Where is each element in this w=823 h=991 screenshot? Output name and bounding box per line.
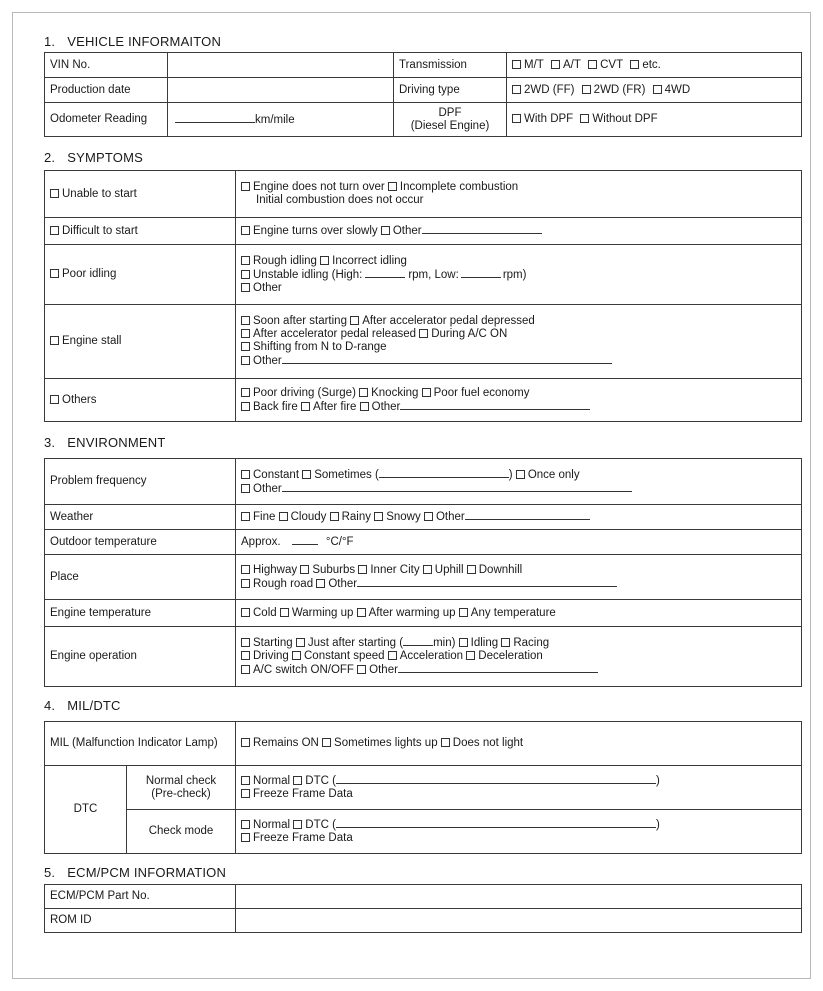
symptom-details	[236, 379, 802, 422]
outdoor-temperature-field	[236, 530, 802, 555]
table-row	[45, 810, 802, 854]
checkbox-icon[interactable]	[50, 269, 59, 278]
table-row	[45, 722, 802, 766]
option[interactable]	[512, 59, 544, 71]
option-label: Other	[392, 225, 422, 237]
checkbox-icon[interactable]	[241, 402, 250, 411]
option[interactable]	[551, 59, 581, 71]
dpf-label-line: (Diesel Engine)	[410, 119, 490, 132]
option-label: )	[508, 468, 513, 481]
checkbox-icon[interactable]	[467, 565, 476, 574]
option-label: Unstable idling (High:	[253, 268, 363, 281]
checkbox-icon[interactable]	[241, 776, 250, 785]
option-label: Constant speed	[304, 650, 385, 662]
checkbox-icon[interactable]	[241, 738, 250, 747]
normal-check-options	[236, 766, 802, 810]
detail-line	[241, 636, 796, 650]
checkbox-icon[interactable]	[241, 182, 250, 191]
engine-temperature-label: Engine temperature	[45, 600, 236, 627]
option-label: Starting	[253, 637, 293, 649]
transmission-label: Transmission	[394, 53, 507, 78]
section-heading: ECM/PCM INFORMATION	[67, 865, 227, 880]
checkbox-icon[interactable]	[512, 114, 521, 123]
symptom-details	[236, 171, 802, 218]
table-row	[45, 555, 802, 600]
checkbox-icon[interactable]	[241, 226, 250, 235]
option-label: Shifting from N to D-range	[253, 341, 387, 353]
driving-type-options	[507, 78, 802, 103]
detail-line	[241, 354, 796, 368]
blank-line[interactable]	[461, 268, 501, 278]
option-label: 4WD	[664, 83, 691, 96]
table-row	[45, 766, 802, 810]
option-label: min)	[433, 637, 456, 649]
checkbox-icon[interactable]	[241, 833, 250, 842]
option-label: After warming up	[368, 606, 456, 619]
symptom-label[interactable]	[45, 218, 236, 245]
checkbox-icon[interactable]	[360, 402, 369, 411]
vin-label: VIN No.	[45, 53, 168, 78]
option-label: Does not light	[452, 737, 524, 749]
table-row	[45, 305, 802, 379]
table-row	[45, 218, 802, 245]
section-5-title	[44, 866, 802, 880]
option-label: Downhill	[478, 563, 523, 576]
checkbox-icon[interactable]	[422, 388, 431, 397]
checkbox-icon[interactable]	[320, 256, 329, 265]
checkbox-icon[interactable]	[512, 60, 521, 69]
environment-table	[44, 458, 802, 687]
option-label: Normal	[253, 819, 291, 831]
option-label: 2WD (FR)	[593, 83, 646, 96]
option-label: DTC (	[305, 819, 336, 831]
checkbox-icon[interactable]	[551, 60, 560, 69]
checkbox-icon[interactable]	[588, 60, 597, 69]
blank-line[interactable]	[400, 400, 590, 410]
detail-line	[241, 818, 796, 832]
blank-line[interactable]	[357, 577, 617, 587]
checkbox-icon[interactable]	[466, 651, 475, 660]
checkbox-icon[interactable]	[388, 182, 397, 191]
section-heading: ENVIRONMENT	[67, 435, 166, 450]
blank-line[interactable]	[403, 636, 433, 646]
engine-operation-label: Engine operation	[45, 627, 236, 687]
option-label: Highway	[253, 563, 298, 576]
table-row	[45, 530, 802, 555]
option-label: Fine	[253, 511, 276, 523]
checkbox-icon[interactable]	[653, 85, 662, 94]
option-label: After accelerator pedal released	[253, 328, 417, 340]
option-label: Remains ON	[253, 737, 319, 749]
option-label: DTC (	[305, 775, 336, 787]
option-label: Other	[371, 400, 401, 413]
option-label: Initial combustion does not occur	[256, 194, 424, 206]
option-label: Normal	[253, 775, 291, 787]
section-number: 5.	[44, 865, 56, 880]
option-label: etc.	[642, 58, 661, 71]
checkbox-icon[interactable]	[241, 388, 250, 397]
option-label: Freeze Frame Data	[253, 832, 353, 844]
dpf-options	[507, 103, 802, 137]
unit-label: °C/°F	[325, 536, 354, 548]
section-1-title	[44, 35, 802, 49]
detail-line	[241, 268, 796, 282]
production-date-label: Production date	[45, 78, 168, 103]
checkbox-icon[interactable]	[241, 565, 250, 574]
place-options	[236, 555, 802, 600]
option-label: Warming up	[291, 606, 354, 619]
table-row	[45, 459, 802, 505]
option-label: Cloudy	[290, 511, 327, 523]
vin-field[interactable]	[168, 53, 394, 78]
detail-line	[241, 564, 796, 577]
option[interactable]	[653, 84, 691, 96]
rom-id-field[interactable]	[236, 909, 802, 933]
checkbox-icon[interactable]	[582, 85, 591, 94]
detail-line	[241, 282, 796, 295]
option-label: Other	[369, 664, 398, 676]
checkbox-icon[interactable]	[302, 470, 311, 479]
problem-frequency-options	[236, 459, 802, 505]
option-label: Constant	[253, 468, 300, 481]
checkbox-icon[interactable]	[241, 256, 250, 265]
option-label: Poor driving (Surge)	[253, 386, 356, 399]
option-label: Engine turns over slowly	[253, 225, 378, 237]
option-label: Other	[328, 577, 358, 590]
driving-type-label: Driving type	[394, 78, 507, 103]
ecm-pcm-table	[44, 884, 802, 933]
option-label: After accelerator pedal depressed	[362, 315, 535, 327]
checkbox-icon[interactable]	[300, 565, 309, 574]
checkbox-icon[interactable]	[241, 651, 250, 660]
option-label: A/C switch ON/OFF	[253, 664, 354, 676]
section-number: 2.	[44, 150, 56, 165]
checkbox-icon[interactable]	[241, 638, 250, 647]
checkbox-icon[interactable]	[359, 388, 368, 397]
blank-line[interactable]	[422, 224, 542, 234]
checkbox-icon[interactable]	[374, 512, 383, 521]
detail-line	[241, 663, 796, 677]
symptom-details	[236, 305, 802, 379]
detail-line	[241, 315, 796, 328]
checkbox-icon[interactable]	[241, 356, 250, 365]
option-label: Other	[253, 355, 282, 367]
section-heading: SYMPTOMS	[67, 150, 144, 165]
option-label: Rough idling	[253, 254, 317, 267]
part-number-field[interactable]	[236, 885, 802, 909]
checkbox-icon[interactable]	[358, 565, 367, 574]
symptom-label-text: Unable to start	[62, 187, 137, 200]
checkbox-icon[interactable]	[424, 512, 433, 521]
blank-line[interactable]	[292, 535, 318, 545]
engine-temperature-options	[236, 600, 802, 627]
option-label: Idling	[470, 637, 499, 649]
detail-line	[241, 341, 796, 354]
option-label: Back fire	[253, 400, 298, 413]
check-mode-options	[236, 810, 802, 854]
blank-line[interactable]	[465, 510, 590, 520]
blank-line[interactable]	[365, 268, 405, 278]
option-label: Once only	[527, 468, 580, 481]
symptom-label-text: Engine stall	[62, 335, 122, 347]
form-sheet	[12, 12, 811, 979]
option-label: Suburbs	[312, 563, 356, 576]
option-label: Acceleration	[399, 650, 464, 662]
option-label: Freeze Frame Data	[253, 788, 353, 800]
odometer-field[interactable]	[168, 103, 394, 137]
blank-line[interactable]	[175, 113, 255, 123]
option-label: Knocking	[371, 386, 419, 399]
checkbox-icon[interactable]	[512, 85, 521, 94]
vehicle-info-table	[44, 52, 802, 137]
symptom-label[interactable]	[45, 305, 236, 379]
table-row	[45, 505, 802, 530]
detail-line	[241, 774, 796, 788]
check-mode-label: Check mode	[127, 810, 236, 854]
option-label: Approx.	[241, 536, 281, 548]
option[interactable]	[512, 84, 574, 96]
symptom-label[interactable]	[45, 245, 236, 305]
section-2-title	[44, 151, 802, 165]
detail-line	[241, 650, 796, 663]
option[interactable]	[512, 113, 573, 125]
option-label: Just after starting (	[307, 637, 404, 649]
checkbox-icon[interactable]	[419, 329, 428, 338]
option[interactable]	[630, 59, 661, 71]
table-row	[45, 53, 802, 78]
option-label: )	[655, 819, 660, 831]
option-label: After fire	[312, 400, 357, 413]
outdoor-temperature-label: Outdoor temperature	[45, 530, 236, 555]
checkbox-icon[interactable]	[580, 114, 589, 123]
detail-line	[241, 832, 796, 845]
option-label: Snowy	[386, 511, 421, 523]
option[interactable]	[580, 113, 657, 125]
dtc-label: DTC	[45, 766, 127, 854]
blank-line[interactable]	[336, 818, 656, 828]
checkbox-icon[interactable]	[241, 608, 250, 617]
checkbox-icon[interactable]	[516, 470, 525, 479]
mil-dtc-table	[44, 721, 802, 854]
option-label: Other	[253, 281, 282, 294]
part-number-label: ECM/PCM Part No.	[45, 885, 236, 909]
section-number: 4.	[44, 698, 56, 713]
blank-line[interactable]	[336, 774, 656, 784]
odometer-label: Odometer Reading	[45, 103, 168, 137]
blank-line[interactable]	[282, 482, 632, 492]
checkbox-icon[interactable]	[350, 316, 359, 325]
option-label: Sometimes lights up	[334, 737, 438, 749]
detail-line	[241, 468, 796, 482]
checkbox-icon[interactable]	[322, 738, 331, 747]
option-label: Incomplete combustion	[399, 181, 519, 193]
section-4-title	[44, 699, 802, 713]
blank-line[interactable]	[282, 354, 612, 364]
checkbox-icon[interactable]	[316, 579, 325, 588]
place-label: Place	[45, 555, 236, 600]
table-row	[45, 78, 802, 103]
checkbox-icon[interactable]	[501, 638, 510, 647]
symptom-label[interactable]	[45, 379, 236, 422]
option-label: Driving	[253, 650, 289, 662]
symptom-label-text: Poor idling	[62, 268, 117, 280]
detail-line	[241, 387, 796, 400]
problem-frequency-label: Problem frequency	[45, 459, 236, 505]
checkbox-icon[interactable]	[50, 336, 59, 345]
blank-line[interactable]	[379, 468, 509, 478]
engine-operation-options	[236, 627, 802, 687]
symptoms-table	[44, 170, 802, 422]
checkbox-icon[interactable]	[280, 608, 289, 617]
checkbox-icon[interactable]	[241, 665, 250, 674]
option-label: Without DPF	[592, 113, 658, 125]
production-date-field[interactable]	[168, 78, 394, 103]
checkbox-icon[interactable]	[330, 512, 339, 521]
option-label: During A/C ON	[431, 328, 508, 340]
option-label: Sometimes (	[314, 468, 379, 481]
option-label: Other	[253, 482, 282, 495]
section-heading: VEHICLE INFORMAITON	[67, 34, 222, 49]
checkbox-icon[interactable]	[293, 820, 302, 829]
option-label: Engine does not turn over	[253, 181, 385, 193]
table-row	[45, 627, 802, 687]
normal-check-label: Normal check (Pre-check)	[127, 766, 236, 810]
checkbox-icon[interactable]	[459, 608, 468, 617]
section-number: 1.	[44, 34, 56, 49]
checkbox-icon[interactable]	[296, 638, 305, 647]
option-label: Incorrect idling	[332, 254, 407, 267]
checkbox-icon[interactable]	[388, 651, 397, 660]
detail-line	[241, 255, 796, 268]
symptom-label-text: Difficult to start	[62, 224, 138, 237]
checkbox-icon[interactable]	[459, 638, 468, 647]
checkbox-icon[interactable]	[50, 189, 59, 198]
mil-label: MIL (Malfunction Indicator Lamp)	[45, 722, 236, 766]
checkbox-icon[interactable]	[241, 329, 250, 338]
odometer-unit: km/mile	[255, 113, 295, 126]
section-3-title	[44, 436, 802, 450]
symptom-details	[236, 245, 802, 305]
detail-line	[241, 788, 796, 801]
option-label: 2WD (FF)	[524, 83, 575, 96]
option[interactable]	[588, 59, 623, 71]
option-label: Cold	[253, 606, 277, 619]
checkbox-icon[interactable]	[241, 789, 250, 798]
table-row	[45, 600, 802, 627]
detail-line	[241, 328, 796, 341]
rom-id-label: ROM ID	[45, 909, 236, 933]
option[interactable]	[582, 84, 646, 96]
option-label: Racing	[513, 637, 550, 649]
option-label: Inner City	[370, 563, 420, 576]
checkbox-icon[interactable]	[50, 395, 59, 404]
option-label: rpm)	[502, 268, 527, 281]
checkbox-icon[interactable]	[279, 512, 288, 521]
detail-line	[241, 181, 796, 194]
checkbox-icon[interactable]	[241, 820, 250, 829]
detail-line	[241, 194, 796, 207]
section-heading: MIL/DTC	[67, 698, 121, 713]
option-label: Rough road	[253, 577, 314, 590]
detail-line	[241, 400, 796, 414]
checkbox-icon[interactable]	[50, 226, 59, 235]
detail-line	[241, 224, 796, 238]
checkbox-icon[interactable]	[241, 283, 250, 292]
table-row	[45, 103, 802, 137]
checkbox-icon[interactable]	[357, 608, 366, 617]
checkbox-icon[interactable]	[241, 316, 250, 325]
mil-options	[236, 722, 802, 766]
detail-line	[241, 482, 796, 496]
checkbox-icon[interactable]	[241, 270, 250, 279]
option-label: Poor fuel economy	[433, 386, 530, 399]
symptom-details	[236, 218, 802, 245]
checkbox-icon[interactable]	[630, 60, 639, 69]
option-label: Deceleration	[478, 650, 543, 662]
checkbox-icon[interactable]	[241, 342, 250, 351]
option-label: Soon after starting	[253, 315, 347, 327]
table-row	[45, 885, 802, 909]
weather-label: Weather	[45, 505, 236, 530]
option-label: With DPF	[524, 113, 574, 125]
checkbox-icon[interactable]	[292, 651, 301, 660]
option-label: A/T	[563, 58, 581, 71]
dpf-label-line: DPF	[438, 106, 462, 119]
option-label: M/T	[524, 58, 544, 71]
option-label: Any temperature	[470, 606, 556, 619]
table-row	[45, 379, 802, 422]
checkbox-icon[interactable]	[241, 484, 250, 493]
checkbox-icon[interactable]	[357, 665, 366, 674]
option-label: Rainy	[341, 511, 371, 523]
detail-line	[241, 577, 796, 591]
checkbox-icon[interactable]	[293, 776, 302, 785]
checkbox-icon[interactable]	[381, 226, 390, 235]
option-label: CVT	[600, 58, 624, 71]
checkbox-icon[interactable]	[241, 470, 250, 479]
weather-options	[236, 505, 802, 530]
blank-line[interactable]	[398, 663, 598, 673]
option-label: )	[655, 775, 660, 787]
checkbox-icon[interactable]	[423, 565, 432, 574]
dpf-label	[394, 103, 507, 137]
option-label: Other	[435, 511, 465, 523]
checkbox-icon[interactable]	[441, 738, 450, 747]
symptom-label-text: Others	[62, 393, 97, 406]
section-number: 3.	[44, 435, 56, 450]
checkbox-icon[interactable]	[241, 512, 250, 521]
checkbox-icon[interactable]	[301, 402, 310, 411]
table-row	[45, 245, 802, 305]
table-row	[45, 171, 802, 218]
option-label: rpm, Low:	[408, 268, 459, 281]
option-label: Uphill	[434, 563, 464, 576]
checkbox-icon[interactable]	[241, 579, 250, 588]
table-row	[45, 909, 802, 933]
symptom-label[interactable]	[45, 171, 236, 218]
transmission-options	[507, 53, 802, 78]
form-content	[44, 35, 802, 933]
